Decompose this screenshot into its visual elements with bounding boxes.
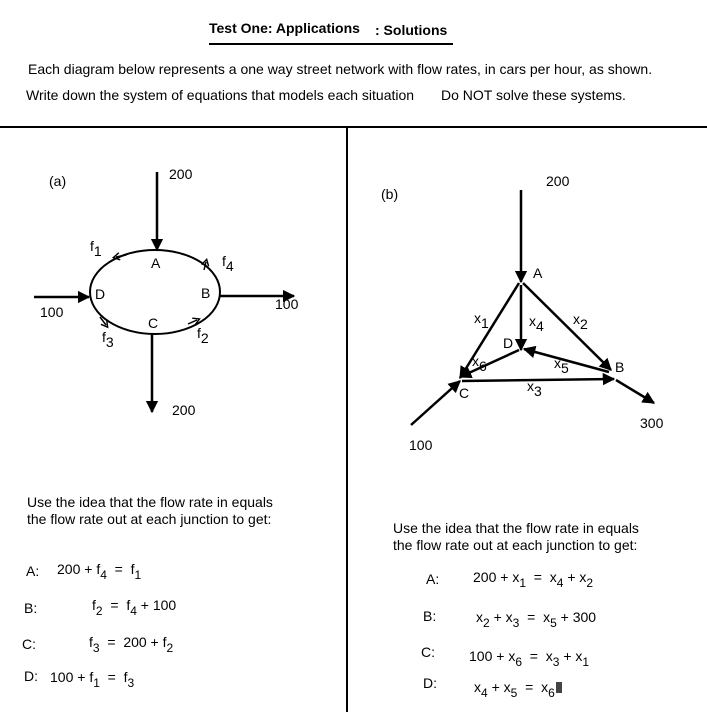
right-eq-label-D: D:: [423, 675, 437, 691]
flow-b-top-in: 200: [546, 173, 570, 189]
text-cursor: [556, 682, 562, 693]
node-b-A: A: [533, 265, 543, 281]
arrow-b-left-in: [411, 381, 460, 425]
node-a-D: D: [95, 286, 106, 302]
left-eq-A: $200 + f_4 = f_1$: [57, 561, 142, 582]
left-eq-label-C: C:: [22, 636, 36, 652]
flow-b-right-out: 300: [640, 415, 664, 431]
arrow-b-right-out: [616, 380, 654, 403]
direction-arrow-f2: [188, 320, 197, 324]
node-a-A: A: [151, 255, 161, 271]
right-eq-C: $100 + x_6 = x_3 + x_1$: [469, 648, 590, 669]
var-x6: x6: [472, 353, 487, 374]
diagram-b-label: (b): [381, 186, 399, 202]
left-intro-line2: the flow rate out at each junction to get:: [27, 511, 272, 527]
left-eq-B: $f_2 = f_4 + 100$: [92, 597, 177, 618]
diagram-b: [381, 173, 664, 453]
direction-arrow-f4: [204, 262, 206, 270]
flow-a-right-out: 100: [275, 296, 299, 312]
right-intro-line1: Use the idea that the flow rate in equals: [393, 520, 639, 536]
node-b-D: D: [503, 335, 514, 351]
right-eq-D: $x_4 + x_5 = x_6$: [474, 679, 562, 700]
node-b-C: C: [459, 385, 470, 401]
right-eq-label-B: B:: [423, 608, 437, 624]
left-eq-label-A: A:: [26, 563, 40, 579]
page-title: Test One: Applications: [209, 20, 360, 36]
instructions-line2b: Do NOT solve these systems.: [441, 87, 626, 103]
left-eq-label-B: B:: [24, 600, 38, 616]
flow-a-left-in: 100: [40, 304, 64, 320]
edge-x3: [462, 379, 614, 381]
left-eq-C: $f_3 = 200 + f_2$: [89, 634, 174, 655]
var-f4: f4: [222, 253, 234, 274]
flow-a-top-in: 200: [169, 166, 193, 182]
instructions-line2a: Write down the system of equations that models each situation: [26, 87, 415, 103]
var-x3: x3: [527, 378, 542, 399]
flow-b-left-in: 100: [409, 437, 433, 453]
instructions-line1: Each diagram below represents a one way street network with flow rates, in cars per hour, as shown.: [28, 61, 653, 77]
var-x4: x4: [529, 313, 544, 334]
left-eq-D: $100 + f_1 = f_3$: [50, 669, 135, 690]
right-intro-line2: the flow rate out at each junction to get:: [393, 537, 638, 553]
direction-arrow-f1: [116, 255, 126, 257]
node-a-B: B: [201, 285, 211, 301]
diagram-a-label: (a): [49, 173, 67, 189]
var-f1: f1: [90, 238, 102, 259]
node-b-B: B: [615, 359, 625, 375]
var-x2: x2: [573, 311, 588, 332]
right-eq-label-A: A:: [426, 571, 440, 587]
right-eq-label-C: C:: [421, 644, 435, 660]
flow-a-bottom-out: 200: [172, 402, 196, 418]
var-f2: f2: [197, 325, 209, 346]
right-eq-A: $200 + x_1 = x_4 + x_2$: [473, 569, 594, 590]
var-x1: x1: [474, 310, 489, 331]
left-intro-line1: Use the idea that the flow rate in equals: [27, 494, 273, 510]
var-x5: x5: [554, 355, 569, 376]
diagram-a: [34, 166, 299, 418]
node-a-C: C: [148, 315, 159, 331]
var-f3: f3: [102, 329, 114, 350]
left-eq-label-D: D:: [24, 668, 38, 684]
page-subtitle: : Solutions: [375, 22, 448, 38]
right-eq-B: $x_2 + x_3 = x_5 + 300$: [476, 609, 597, 630]
